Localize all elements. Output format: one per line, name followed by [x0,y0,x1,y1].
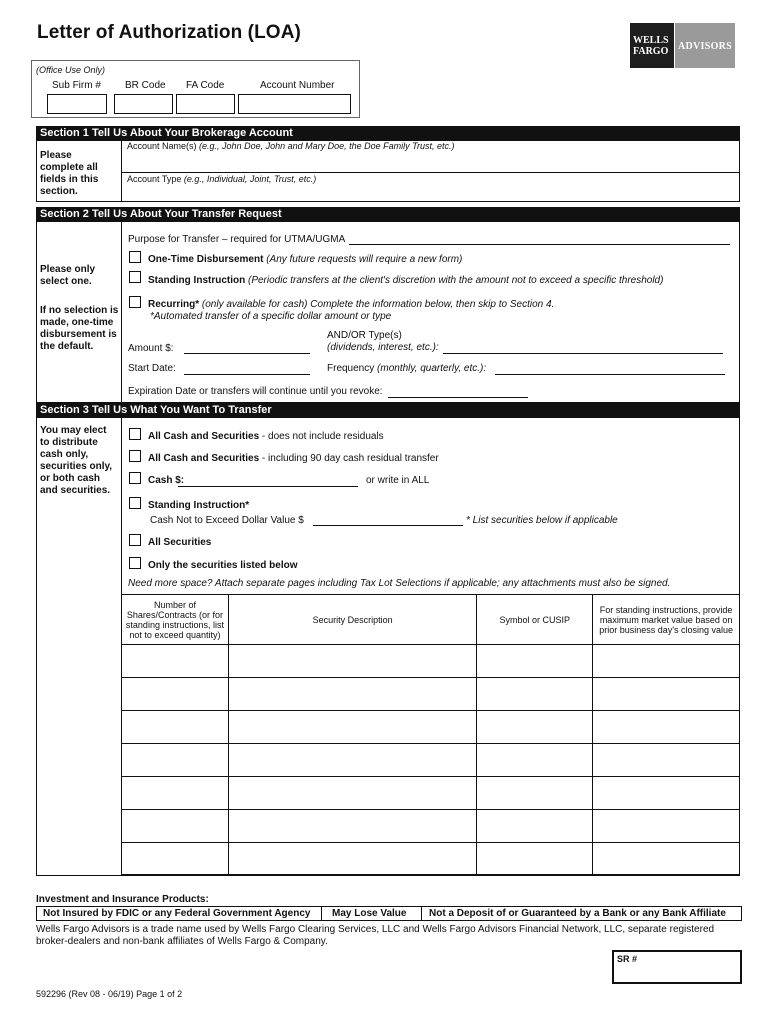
amount-label: Amount $: [128,343,174,354]
br-code-header: BR Code [125,80,166,91]
table-row [122,678,740,711]
section1-side-note: Please complete all fields in this section. [40,150,99,197]
cash-input[interactable] [178,486,358,487]
shares-cell[interactable] [122,810,229,843]
table-row [122,777,740,810]
section2-divider [121,221,122,403]
account-type-label: Account Type (e.g., Individual, Joint, Trust, etc.) [127,174,317,184]
trade-name-text: Wells Fargo Advisors is a trade name used by Wells Fargo Clearing Services, LLC and Wells Fargo Advisors Financial Network, LLC, separate registered broker-dealers and non-bank affiliates of Wells Fargo & Company. [36,924,715,947]
section2-heading: Section 2 Tell Us About Your Transfer Request [36,207,740,221]
disclosure-divider [321,906,322,921]
recurring-option: Recurring* (only available for cash) Complete the information below, then skip to Section 4. [148,299,555,310]
amount-input[interactable] [184,353,310,354]
section2-side-note-default: If no selection is made, one-time disbursement is the default. [40,305,119,352]
cash-label: Cash $: [148,475,185,486]
max-value-header: For standing instructions, provide maximum market value based on prior business day's closing value [593,595,740,645]
account-names-input[interactable] [122,152,739,171]
description-cell[interactable] [228,711,477,744]
symbol-cell[interactable] [477,711,593,744]
all-cash-securities-residual-option: All Cash and Securities - including 90 day cash residual transfer [148,453,439,464]
section2-side-note-select: Please only select one. [40,264,96,287]
list-below-note: * List securities below if applicable [466,515,618,526]
start-date-label: Start Date: [128,363,176,374]
standing-instruction-s3-checkbox[interactable] [129,497,141,509]
table-row [122,645,740,678]
all-cash-securities-option: All Cash and Securities - does not include residuals [148,431,384,442]
all-securities-label: All Securities [148,537,212,548]
all-cash-securities-residual-checkbox[interactable] [129,450,141,462]
value-cell[interactable] [593,678,740,711]
sr-number-box[interactable] [612,950,742,984]
description-cell[interactable] [228,843,477,875]
one-time-option: One-Time Disbursement (Any future requests will require a new form) [148,254,463,265]
recurring-checkbox[interactable] [129,296,141,308]
section3-heading: Section 3 Tell Us What You Want To Transfer [36,403,740,417]
symbol-cell[interactable] [477,810,593,843]
disclosure-not-deposit: Not a Deposit of or Guaranteed by a Bank or any Bank Affiliate [429,908,726,919]
shares-cell[interactable] [122,744,229,777]
account-number-header: Account Number [260,80,335,91]
account-type-input[interactable] [122,185,739,201]
disclosure-lose-value: May Lose Value [332,908,407,919]
expiration-input[interactable] [388,397,528,398]
cash-not-exceed-input[interactable] [313,525,463,526]
advisors-logo: ADVISORS [675,23,735,68]
sub-firm-header: Sub Firm # [52,80,101,91]
disclosure-divider [421,906,422,921]
sub-firm-input[interactable] [47,94,107,114]
fa-code-header: FA Code [186,80,225,91]
all-securities-checkbox[interactable] [129,534,141,546]
value-cell[interactable] [593,711,740,744]
symbol-cell[interactable] [477,744,593,777]
or-write-all-label: or write in ALL [366,475,430,486]
section1-heading: Section 1 Tell Us About Your Brokerage Account [36,126,740,140]
description-cell[interactable] [228,744,477,777]
recurring-footnote: *Automated transfer of a specific dollar amount or type [150,311,392,322]
frequency-input[interactable] [495,374,725,375]
investment-heading: Investment and Insurance Products: [36,894,209,905]
more-space-note: Need more space? Attach separate pages including Tax Lot Selections if applicable; any attachments must also be signed. [128,578,671,589]
section1-row-divider [121,172,740,173]
description-cell[interactable] [228,810,477,843]
one-time-checkbox[interactable] [129,251,141,263]
symbol-cusip-header: Symbol or CUSIP [477,595,593,645]
description-cell[interactable] [228,678,477,711]
symbol-cell[interactable] [477,678,593,711]
section3-side-note: You may elect to distribute cash only, securities only, or both cash and securities. [40,425,113,496]
value-cell[interactable] [593,843,740,875]
table-row [122,711,740,744]
value-cell[interactable] [593,810,740,843]
fa-code-input[interactable] [176,94,235,114]
frequency-label: Frequency (monthly, quarterly, etc.): [327,363,487,374]
value-cell[interactable] [593,645,740,678]
cash-not-exceed-label: Cash Not to Exceed Dollar Value $ [150,515,304,526]
sr-label: SR # [617,954,638,964]
start-date-input[interactable] [184,374,310,375]
value-cell[interactable] [593,744,740,777]
shares-cell[interactable] [122,843,229,875]
office-use-label: (Office Use Only) [36,65,106,75]
all-cash-securities-checkbox[interactable] [129,428,141,440]
shares-cell[interactable] [122,645,229,678]
securities-table [121,594,740,875]
standing-instruction-s3-label: Standing Instruction* [148,500,250,511]
symbol-cell[interactable] [477,843,593,875]
description-cell[interactable] [228,777,477,810]
br-code-input[interactable] [114,94,173,114]
shares-cell[interactable] [122,711,229,744]
table-row [122,843,740,875]
account-number-input[interactable] [238,94,351,114]
page-title: Letter of Authorization (LOA) [37,22,301,43]
purpose-label: Purpose for Transfer – required for UTMA/UGMA [128,234,346,245]
description-cell[interactable] [228,645,477,678]
purpose-input[interactable] [349,244,730,245]
value-cell[interactable] [593,777,740,810]
only-listed-label: Only the securities listed below [148,560,298,571]
table-header-row [122,595,740,645]
account-names-label: Account Name(s) (e.g., John Doe, John and Mary Doe, the Doe Family Trust, etc.) [127,141,455,151]
cash-checkbox[interactable] [129,472,141,484]
expiration-label: Expiration Date or transfers will continue until you revoke: [128,386,383,397]
disclosure-bar [36,906,742,921]
types-input[interactable] [443,353,723,354]
form-number: 592296 (Rev 08 - 06/19) Page 1 of 2 [36,989,183,999]
standing-instruction-option: Standing Instruction (Periodic transfers at the client's discretion with the amount not to exceed a specific threshold) [148,275,664,286]
only-listed-checkbox[interactable] [129,557,141,569]
types-example: (dividends, interest, etc.): [327,342,439,353]
wells-fargo-logo: WELLS FARGO [630,23,674,68]
table-row [122,810,740,843]
standing-instruction-checkbox[interactable] [129,271,141,283]
symbol-cell[interactable] [477,777,593,810]
symbol-cell[interactable] [477,645,593,678]
disclosure-fdic: Not Insured by FDIC or any Federal Government Agency [43,908,311,919]
table-row [122,744,740,777]
shares-cell[interactable] [122,777,229,810]
shares-header: Number of Shares/Contracts (or for standing instructions, list not to exceed quantity) [122,595,229,645]
office-use-box [31,60,360,118]
and-or-label: AND/OR Type(s) [327,330,402,341]
shares-cell[interactable] [122,678,229,711]
security-description-header: Security Description [228,595,477,645]
